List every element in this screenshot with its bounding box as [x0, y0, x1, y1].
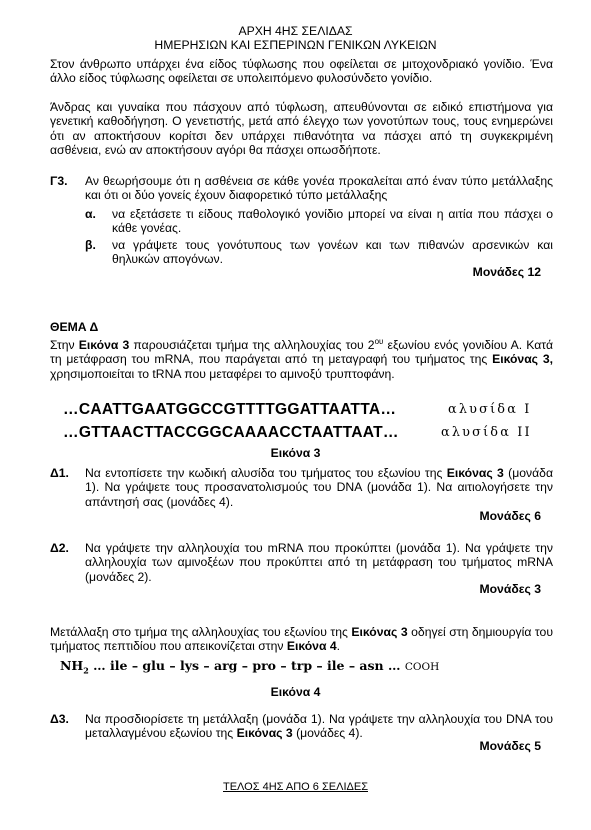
peptide-sequence: [60, 658, 439, 679]
question-g3-b-label: β.: [85, 238, 96, 252]
question-d3-label: Δ3.: [50, 712, 69, 726]
theme-d-title: ΘΕΜΑ Δ: [50, 320, 99, 334]
figure-3-caption: Εικόνα 3: [270, 446, 321, 460]
mutation-paragraph: Μετάλλαξη στο τμήμα της αλληλουχίας του εξωνίου της Εικόνας 3 οδηγεί στη δημιουργία του τμήματος πεπτιδίου που απεικονίζεται στην Εικόνα 4.: [50, 625, 553, 654]
peptide-n-terminus: $NH_2$: [60, 658, 89, 676]
intro-paragraph-1: Στον άνθρωπο υπάρχει ένα είδος τύφλωσης που οφείλεται σε μιτοχονδριακό γονίδιο. Ένα άλλο είδος τύφλωσης οφείλεται σε υπολειπόμενο φυλοσύνδετο γονίδιο.: [50, 57, 553, 86]
question-g3-b-text: να γράψετε τους γονότυπους των γονέων και των πιθανών αρσενικών και θηλυκών απογόνων.: [112, 238, 553, 267]
question-d3-text: Να προσδιορίσετε τη μετάλλαξη (μονάδα 1). Να γράψετε την αλληλουχία του DNA του μεταλλαγμένου εξωνίου της Εικόνας 3 (μονάδες 4).: [85, 712, 553, 741]
dna-strand-1: …CAATTGAATGGCCGTTTTGGATTAATTA…: [63, 401, 397, 418]
question-d2-label: Δ2.: [50, 541, 69, 555]
dna-strand-1-label: αλυσίδα Ι: [448, 402, 532, 417]
question-d1-marks: Μονάδες 6: [479, 509, 541, 523]
question-g3-marks: Μονάδες 12: [472, 265, 541, 279]
intro-paragraph-2: Άνδρας και γυναίκα που πάσχουν από τύφλωση, απευθύνονται σε ειδικό επιστήμονα για γενετική καθοδήγηση. Ο γενετιστής, μετά από έλεγχο των γονοτύπων τους, τους ενημερώνει ότι αν αποκτήσουν κορίτσι δεν υπάρχει πιθανότητα να πάσχει από τη συγκεκριμένη ασθένεια, ενώ αν αποκτήσουν αγόρι θα πάσχει οπωσδήποτε.: [50, 100, 553, 158]
figure-4-caption: Εικόνα 4: [270, 685, 321, 699]
page-footer: ΤΕΛΟΣ 4ΗΣ ΑΠΟ 6 ΣΕΛΙΔΕΣ: [223, 781, 368, 793]
dna-strand-2: …GTTAACTTACCGGCAAAACCTAATTAAT…: [63, 424, 399, 441]
page-header-title: ΑΡΧΗ 4ΗΣ ΣΕΛΙΔΑΣ: [238, 24, 353, 38]
question-d3-marks: Μονάδες 5: [479, 739, 541, 753]
theme-d-intro: Στην Εικόνα 3 παρουσιάζεται τμήμα της αλληλουχίας του $2^{o\upsilon}$ εξωνίου ενός γονιδίου Α. Κατά τη μετάφραση του mRNA, που παράγεται από τη μεταγραφή του τμήματος της Εικόνας 3, χρησιμοποιείται το tRNA που μεταφέρει το αμινοξύ τρυπτοφάνη.: [50, 336, 553, 381]
page-header-subtitle: ΗΜΕΡΗΣΙΩΝ ΚΑΙ ΕΣΠΕΡΙΝΩΝ ΓΕΝΙΚΩΝ ΛΥΚΕΙΩΝ: [154, 38, 437, 52]
dna-strand-2-label: αλυσίδα ΙΙ: [441, 425, 532, 440]
question-g3-a-label: α.: [85, 207, 96, 221]
peptide-chain: … ile – glu – lys – arg – pro – trp – ile – asn …: [88, 658, 405, 673]
question-g3-text: Αν θεωρήσουμε ότι η ασθένεια σε κάθε γονέα προκαλείται από έναν τύπο μετάλλαξης και ότι οι δύο γονείς έχουν διαφορετικό τύπο μετάλλαξης: [85, 174, 553, 203]
question-g3-label: Γ3.: [50, 174, 68, 188]
question-d1-text: Να εντοπίσετε την κωδική αλυσίδα του τμήματος του εξωνίου της Εικόνας 3 (μονάδα 1). Να γράψετε τους προσανατολισμούς του DNA (μονάδα 1). Να αιτιολογήσετε την απάντησή σας (μονάδες 4).: [85, 466, 554, 509]
question-g3-a-text: να εξετάσετε τι είδους παθολογικό γονίδιο μπορεί να είναι η αιτία που πάσχει ο κάθε γονέας.: [112, 207, 553, 236]
question-d1-label: Δ1.: [50, 466, 69, 480]
peptide-c-terminus: COOH: [404, 661, 440, 673]
question-d2-marks: Μονάδες 3: [479, 582, 541, 596]
question-d2-text: Να γράψετε την αλληλουχία του mRNA που προκύπτει (μονάδα 1). Να γράψετε την αλληλουχία των αμινοξέων που προκύπτει από τη μετάφραση του τμήματος mRNA (μονάδες 2).: [85, 541, 553, 584]
